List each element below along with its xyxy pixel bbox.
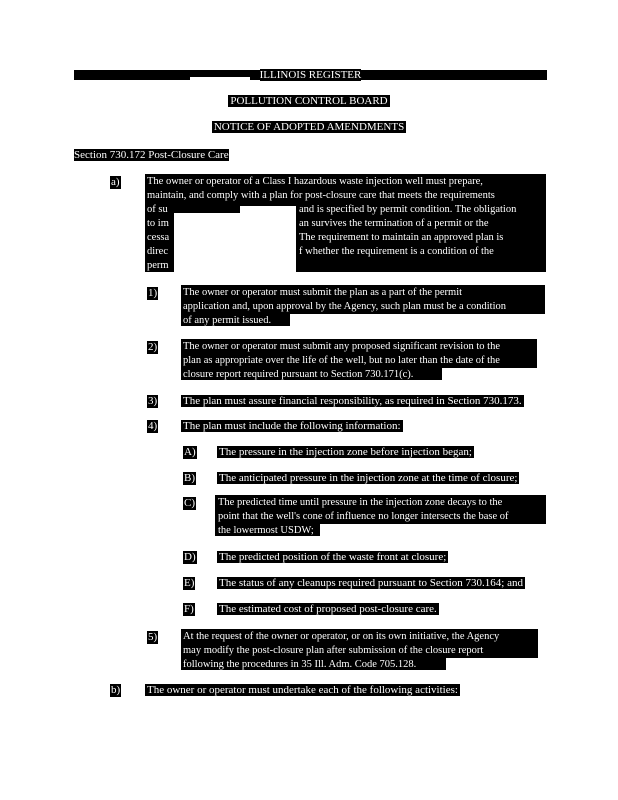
para-a-line: The owner or operator of a Class I hazardous waste injection well must prepare, (147, 176, 483, 187)
redacted-area (174, 213, 296, 273)
item-4-line: The plan must include the following information: (183, 420, 401, 432)
board-title: POLLUTION CONTROL BOARD (230, 95, 388, 107)
para-a-line: maintain, and comply with a plan for post-closure care that meets the requirements (147, 190, 495, 201)
item-2-label: 2) (148, 341, 158, 353)
item-3-line: The plan must assure financial responsibility, as required in Section 730.173. (183, 395, 522, 407)
item-2-line: plan as appropriate over the life of the well, but no later than the date of the (183, 355, 500, 366)
section-title: Section 730.172 Post-Closure Care (74, 149, 229, 161)
para-a-line: of su (147, 204, 168, 215)
item-5-line: following the procedures in 35 Ill. Adm. Code 705.128. (183, 659, 417, 670)
subitem-f-label: F) (184, 603, 194, 615)
subitem-c-line: The predicted time until pressure in the injection zone decays to the (218, 497, 503, 508)
item-2-line: closure report required pursuant to Section 730.171(c). (183, 369, 414, 380)
subitem-a-label: A) (184, 446, 196, 458)
item-2-line: The owner or operator must submit any proposed significant revision to the (183, 341, 500, 352)
item-1-line: of any permit issued. (183, 315, 272, 326)
item-3-label: 3) (148, 395, 158, 407)
para-a-line: and is specified by permit condition. The obligation (299, 204, 517, 215)
para-a-line: to im (147, 218, 169, 229)
item-1-line: application and, upon approval by the Agency, such plan must be a condition (183, 301, 506, 312)
item-5-line: may modify the post-closure plan after submission of the closure report (183, 645, 484, 656)
para-a-line: direc (147, 246, 168, 257)
notice-title: NOTICE OF ADOPTED AMENDMENTS (213, 121, 405, 133)
subitem-a-line: The pressure in the injection zone before injection began; (219, 446, 472, 458)
subitem-d-line: The predicted position of the waste front at closure; (219, 551, 447, 563)
para-a-label: a) (111, 176, 120, 188)
item-5-label: 5) (148, 631, 158, 643)
block-edge (446, 658, 539, 671)
register-title: ILLINOIS REGISTER (259, 69, 362, 81)
block-edge (320, 524, 547, 537)
para-a-line: The requirement to maintain an approved plan is (299, 232, 504, 243)
para-a-line: cessa (147, 232, 170, 243)
para-a-line: perm (147, 260, 169, 271)
item-5-line: At the request of the owner or operator, or on its own initiative, the Agency (183, 631, 500, 642)
redacted-area (240, 206, 296, 214)
item-1-line: The owner or operator must submit the plan as a part of the permit (183, 287, 463, 298)
subitem-b-line: The anticipated pressure in the injection zone at the time of closure; (219, 472, 518, 484)
block-edge (442, 368, 538, 381)
para-b-label: b) (111, 684, 121, 696)
subitem-c-label: C) (184, 497, 195, 509)
para-b-line: The owner or operator must undertake each of the following activities: (147, 684, 458, 696)
para-a-line: f whether the requirement is a condition of the (299, 246, 494, 257)
para-a-line: an survives the termination of a permit or the (299, 218, 489, 229)
item-4-label: 4) (148, 420, 158, 432)
subitem-c-line: point that the well's cone of influence no longer intersects the base of (218, 511, 509, 522)
subitem-b-label: B) (184, 472, 195, 484)
block-edge (290, 314, 546, 327)
subitem-f-line: The estimated cost of proposed post-closure care. (219, 603, 437, 615)
subitem-d-label: D) (184, 551, 196, 563)
subitem-e-label: E) (184, 577, 195, 589)
item-1-label: 1) (148, 287, 158, 299)
subitem-c-line: the lowermost USDW; (218, 525, 314, 536)
subitem-e-line: The status of any cleanups required pursuant to Section 730.164; and (219, 577, 523, 589)
